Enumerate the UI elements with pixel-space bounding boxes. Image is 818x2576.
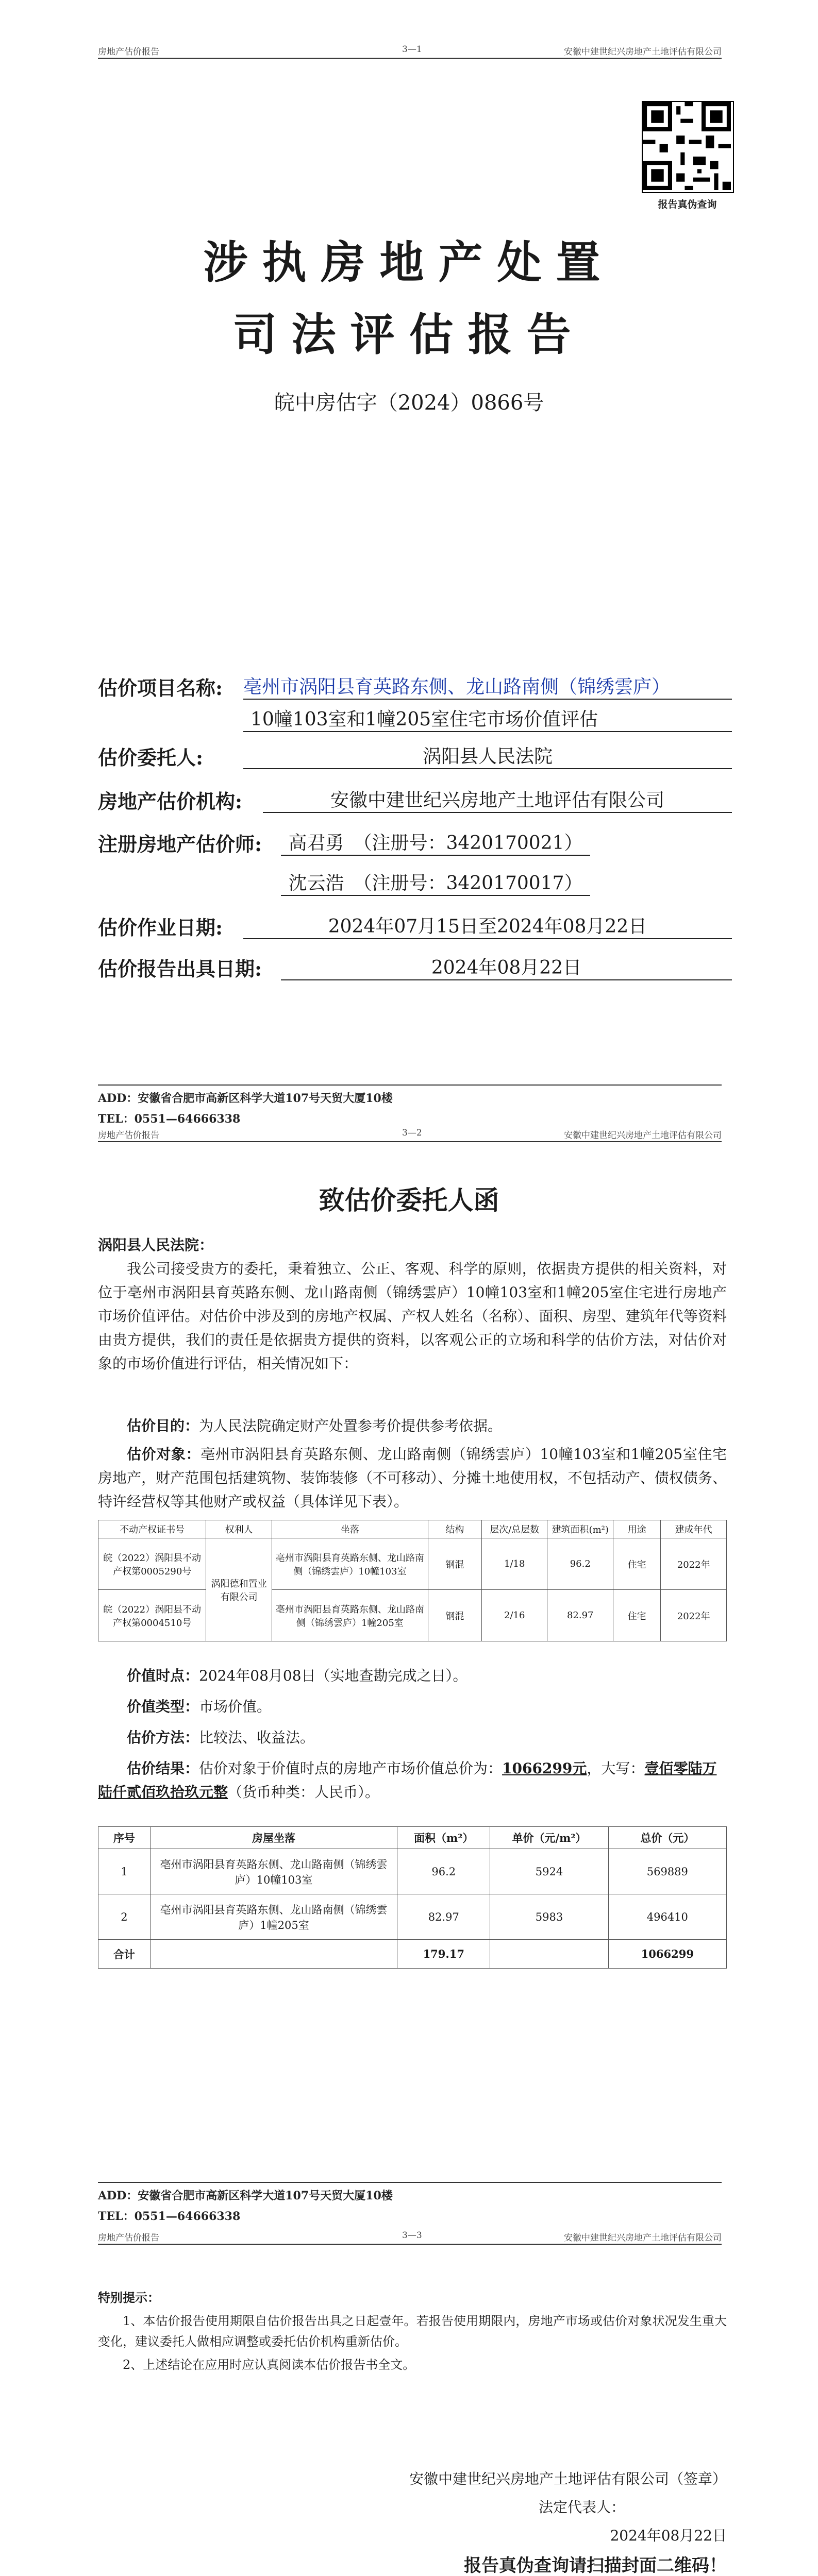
total-price: 496410	[608, 1894, 726, 1940]
area: 96.2	[397, 1849, 490, 1894]
project-name-value-1: 亳州市涡阳县育英路东侧、龙山路南侧（锦绣雲庐）	[243, 672, 732, 700]
page1-header	[98, 42, 722, 59]
valuation-table	[98, 1826, 727, 1969]
object-label: 估价对象：	[127, 1446, 201, 1463]
location: 亳州市涡阳县育英路东侧、龙山路南侧（锦绣雲庐）10幢103室	[150, 1849, 397, 1894]
area: 96.2	[547, 1538, 613, 1590]
authenticity-note: 报告真伪查询请扫描封面二维码！	[464, 2555, 727, 2576]
object-paragraph	[98, 1443, 727, 1514]
intro-paragraph: 我公司接受贵方的委托，秉着独立、公正、客观、科学的原则，依据贵方提供的相关资料，对位于亳州市涡阳县育英路东侧、龙山路南侧（锦绣雲庐）10幢103室和1幢205室住宅进行房地产市场价值评估。对估价中涉及到的房地产权属、产权人姓名（名称）、面积、房型、建筑年代等资料由贵方提供，我们的责任是依据贵方提供的资料，以客观公正的立场和科学的估价方法，对估价对象的市场价值进行评估，相关情况如下：	[98, 1260, 727, 1372]
table-header-row	[98, 1520, 727, 1538]
method-paragraph	[98, 1726, 727, 1750]
report-number: 皖中房估字（2024）0866号	[274, 391, 544, 415]
header-right: 安徽中建世纪兴房地产土地评估有限公司	[564, 47, 722, 57]
method-text: 比较法、收益法。	[199, 1729, 315, 1746]
page1-footer	[98, 1084, 722, 1127]
column-header: 总价（元）	[608, 1827, 726, 1849]
client-label: 估价委托人:	[98, 746, 204, 769]
issue-date-value: 2024年08月22日	[281, 953, 732, 980]
header-left: 房地产估价报告	[98, 47, 159, 57]
total-price: 1066299	[608, 1940, 726, 1969]
project-name-value-2: 10幢103室和1幢205室住宅市场价值评估	[243, 705, 732, 732]
header-right: 安徽中建世纪兴房地产土地评估有限公司	[564, 1130, 722, 1141]
row-index: 1	[98, 1849, 151, 1894]
work-date-value: 2024年07月15日至2024年08月22日	[243, 912, 732, 939]
header-left: 房地产估价报告	[98, 2233, 159, 2243]
location: 亳州市涡阳县育英路东侧、龙山路南侧（锦绣雲庐）10幢103室	[272, 1538, 428, 1590]
footer-address: ADD：安徽省合肥市高新区科学大道107号天贸大厦10楼	[98, 2189, 393, 2202]
build-year: 2022年	[661, 1538, 727, 1590]
header-page-number: 3—1	[402, 44, 422, 55]
result-amount-upper: 壹佰零陆万陆仟贰佰玖拾玖元整	[98, 1760, 717, 1801]
location: 亳州市涡阳县育英路东侧、龙山路南侧（锦绣雲庐）1幢205室	[272, 1590, 428, 1641]
appraiser-label: 注册房地产估价师:	[98, 833, 262, 856]
signature-date: 2024年08月22日	[610, 2527, 727, 2544]
agency-value: 安徽中建世纪兴房地产土地评估有限公司	[263, 786, 732, 813]
floor: 2/16	[481, 1590, 547, 1641]
issue-date-label: 估价报告出具日期:	[98, 957, 262, 980]
work-date-label: 估价作业日期:	[98, 916, 223, 939]
column-header: 权利人	[206, 1520, 272, 1538]
result-amount: 1066299元	[502, 1760, 587, 1777]
total-area: 179.17	[397, 1940, 490, 1969]
total-label: 合计	[98, 1940, 151, 1969]
result-text-b: ，大写：	[587, 1760, 645, 1777]
value-type-paragraph	[98, 1695, 727, 1719]
column-header: 序号	[98, 1827, 151, 1849]
header-left: 房地产估价报告	[98, 1130, 159, 1141]
value-type-text: 市场价值。	[199, 1698, 272, 1715]
page3-header	[98, 2228, 722, 2245]
purpose-paragraph	[98, 1414, 727, 1438]
tips-title: 特别提示：	[98, 2290, 160, 2305]
table-header-row	[98, 1827, 727, 1849]
letter-title: 致估价委托人函	[319, 1185, 499, 1215]
table-row	[98, 1538, 727, 1590]
column-header: 层次/总层数	[481, 1520, 547, 1538]
header-page-number: 3—2	[402, 1128, 422, 1138]
method-label: 估价方法：	[127, 1729, 199, 1746]
value-time-text: 2024年08月08日（实地查勘完成之日）。	[199, 1667, 468, 1684]
build-year: 2022年	[661, 1590, 727, 1641]
tip-1: 1、本估价报告使用期限自估价报告出具之日起壹年。若报告使用期限内，房地产市场或估价对象状况发生重大变化，建议委托人做相应调整或委托估价机构重新估价。	[98, 2314, 727, 2349]
column-header: 单价（元/m²）	[490, 1827, 608, 1849]
total-empty	[150, 1940, 397, 1969]
table-row	[98, 1894, 727, 1940]
agency-label: 房地产估价机构:	[98, 790, 243, 813]
location: 亳州市涡阳县育英路东侧、龙山路南侧（锦绣雲庐）1幢205室	[150, 1894, 397, 1940]
total-price: 569889	[608, 1849, 726, 1894]
column-header: 建成年代	[661, 1520, 727, 1538]
area: 82.97	[397, 1894, 490, 1940]
header-page-number: 3—3	[402, 2230, 422, 2241]
value-time-paragraph	[98, 1664, 727, 1688]
column-header: 不动产权证书号	[98, 1520, 206, 1538]
floor: 1/18	[481, 1538, 547, 1590]
result-currency: （货币种类：人民币）。	[228, 1784, 380, 1801]
structure: 钢混	[428, 1538, 481, 1590]
page2-header	[98, 1126, 722, 1142]
value-time-label: 价值时点：	[127, 1667, 199, 1684]
row-index: 2	[98, 1894, 151, 1940]
area: 82.97	[547, 1590, 613, 1641]
page2-footer	[98, 2182, 722, 2224]
column-header: 结构	[428, 1520, 481, 1538]
tip-2: 2、上述结论在应用时应认真阅读本估价报告书全文。	[123, 2358, 415, 2372]
unit-price: 5924	[490, 1849, 608, 1894]
column-header: 建筑面积(m²)	[547, 1520, 613, 1538]
footer-telephone: TEL：0551—64666338	[98, 1112, 241, 1126]
value-type-label: 价值类型：	[127, 1698, 199, 1715]
total-empty	[490, 1940, 608, 1969]
unit-price: 5983	[490, 1894, 608, 1940]
legal-representative: 法定代表人：	[539, 2499, 626, 2516]
object-text: 亳州市涡阳县育英路东侧、龙山路南侧（锦绣雲庐）10幢103室和1幢205室住宅房地产，财产范围包括建筑物、装饰装修（不可移动）、分摊土地使用权，不包括动产、债权债务、特许经营权等其他财产或权益（具体详见下表）。	[98, 1446, 727, 1510]
project-name-label: 估价项目名称:	[98, 676, 223, 700]
result-label: 估价结果：	[127, 1760, 199, 1777]
purpose-label: 估价目的：	[127, 1417, 199, 1434]
company-signature: 安徽中建世纪兴房地产土地评估有限公司（签章）	[409, 2470, 727, 2487]
column-header: 用途	[613, 1520, 660, 1538]
table-total-row	[98, 1940, 727, 1969]
structure: 钢混	[428, 1590, 481, 1641]
cert-number: 皖（2022）涡阳县不动产权第0005290号	[98, 1538, 206, 1590]
purpose-text: 为人民法院确定财产处置参考价提供参考依据。	[199, 1417, 503, 1434]
cert-number: 皖（2022）涡阳县不动产权第0004510号	[98, 1590, 206, 1641]
qr-code	[642, 101, 734, 193]
result-paragraph	[98, 1757, 727, 1804]
footer-telephone: TEL：0551—64666338	[98, 2210, 241, 2223]
property-table	[98, 1520, 727, 1641]
header-right: 安徽中建世纪兴房地产土地评估有限公司	[564, 2233, 722, 2243]
report-title-line1: 涉执房地产处置	[203, 236, 615, 289]
column-header: 房屋坐落	[150, 1827, 397, 1849]
column-header: 面积（m²）	[397, 1827, 490, 1849]
usage: 住宅	[613, 1590, 660, 1641]
column-header: 坐落	[272, 1520, 428, 1538]
addressee: 涡阳县人民法院：	[98, 1236, 214, 1253]
usage: 住宅	[613, 1538, 660, 1590]
report-title-line2: 司法评估报告	[232, 309, 586, 361]
appraiser-2: 沈云浩 （注册号：3420170017）	[281, 869, 590, 896]
client-value: 涡阳县人民法院	[243, 742, 732, 769]
owner: 涡阳德和置业有限公司	[206, 1538, 272, 1641]
qr-caption: 报告真伪查询	[658, 199, 717, 210]
footer-address: ADD：安徽省合肥市高新区科学大道107号天贸大厦10楼	[98, 1092, 393, 1105]
appraiser-1: 高君勇 （注册号：3420170021）	[281, 828, 590, 856]
result-text-a: 估价对象于价值时点的房地产市场价值总价为：	[199, 1760, 503, 1777]
table-row	[98, 1849, 727, 1894]
table-row	[98, 1590, 727, 1641]
